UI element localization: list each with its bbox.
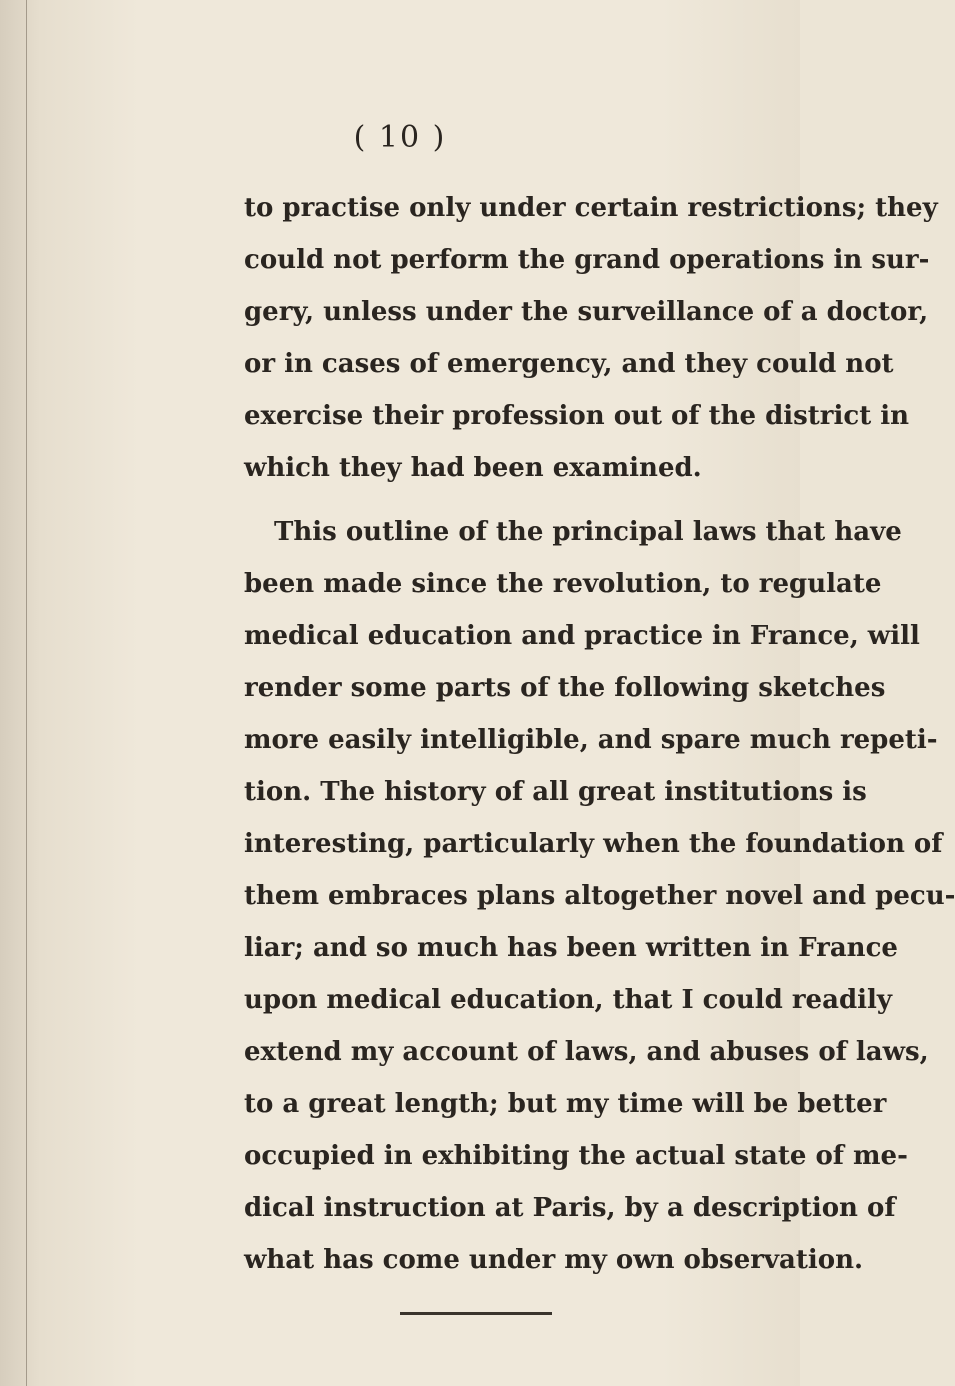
text-line: interesting, particularly when the foundation of bbox=[244, 829, 943, 859]
text-line: This outline of the principal laws that have bbox=[274, 517, 902, 547]
text-line: tion. The history of all great institutions is bbox=[244, 777, 867, 807]
text-line: been made since the revolution, to regulate bbox=[244, 569, 882, 599]
text-line: gery, unless under the surveillance of a doctor, bbox=[244, 297, 929, 327]
text-line: liar; and so much has been written in France bbox=[244, 933, 898, 963]
text-line: to practise only under certain restrictions; they bbox=[244, 193, 938, 223]
text-line: extend my account of laws, and abuses of laws, bbox=[244, 1037, 929, 1067]
text-line: what has come under my own observation. bbox=[244, 1245, 864, 1275]
text-line: or in cases of emergency, and they could not bbox=[244, 349, 894, 379]
section-divider bbox=[400, 1312, 552, 1315]
text-line: to a great length; but my time will be better bbox=[244, 1089, 887, 1119]
page-edge bbox=[26, 0, 27, 1386]
text-line: render some parts of the following sketches bbox=[244, 673, 886, 703]
text-line: occupied in exhibiting the actual state of me- bbox=[244, 1141, 908, 1171]
text-line: medical education and practice in France, will bbox=[244, 621, 920, 651]
text-line: which they had been examined. bbox=[244, 453, 702, 483]
text-line: them embraces plans altogether novel and pecu- bbox=[244, 881, 955, 911]
text-line: could not perform the grand operations in sur- bbox=[244, 245, 930, 275]
page-number: ( 10 ) bbox=[353, 120, 447, 155]
text-line: upon medical education, that I could readily bbox=[244, 985, 892, 1015]
text-line: exercise their profession out of the district in bbox=[244, 401, 910, 431]
text-line: more easily intelligible, and spare much repeti- bbox=[244, 725, 938, 755]
text-line: dical instruction at Paris, by a description of bbox=[244, 1193, 896, 1223]
